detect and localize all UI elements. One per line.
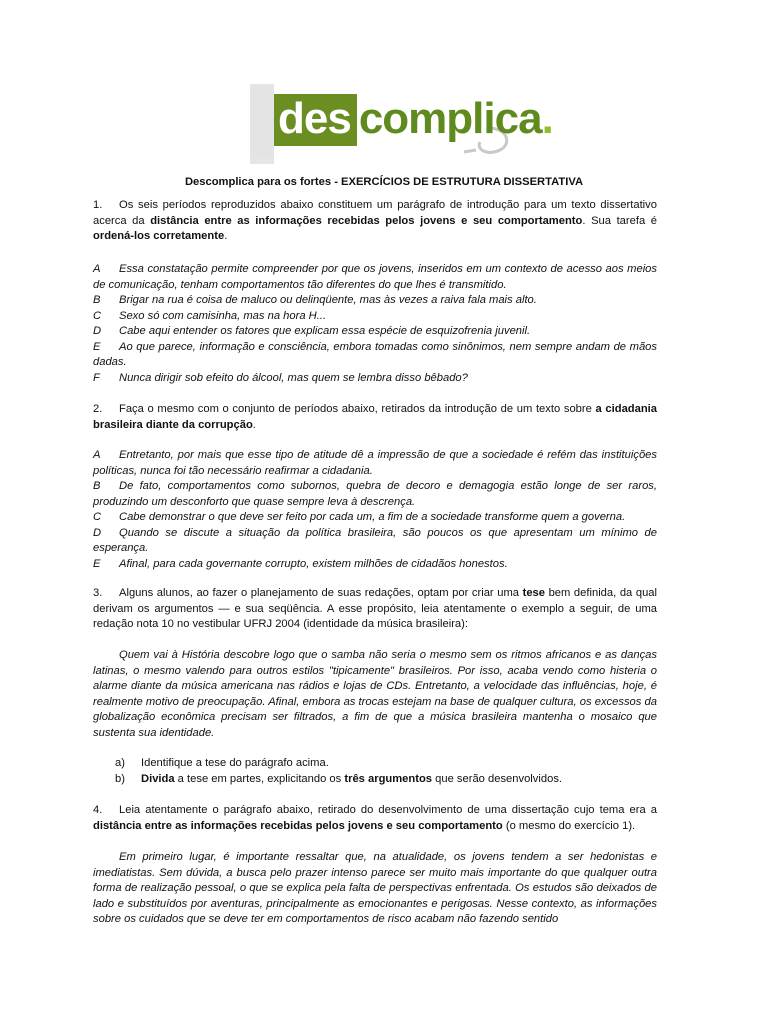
q1-option-e: E Ao que parece, informação e consciência, embora tomadas como sinônimos, nem sempre andam de mãos dadas. [93,340,657,368]
q4-bold-1: distância entre as informações recebidas pelos jovens e seu comportamento [93,819,503,832]
q2-option-c: C Cabe demonstrar o que deve ser feito por cada um, a fim de a sociedade transforme quem a governa. [93,511,626,523]
q3-subitem-b: b) Divida a tese em partes, explicitando os três argumentos que serão desenvolvidos. [115,772,563,785]
q1-option-f: F Nunca dirigir sob efeito do álcool, mas quem se lembra disso bêbado? [93,371,468,384]
question-1 [93,198,657,245]
question-4 [93,803,657,834]
q4-text-2: (o mesmo do exercício 1). [502,819,636,832]
q4-number: 4. [93,804,103,816]
q4-quote: Em primeiro lugar, é importante ressaltar que, na atualidade, os jovens tendem a ser hedonistas e imediatistas. Sem dúvida, a busca pelo prazer intenso parece ser muito mais importante do que qualquer outra forma de realização pessoal, o que se explica pela falta de perspectivas enfrentada. Os estudos são deixados de lado e substituídos por aventuras, principalmente as emocionantes e perigosas. Nesse contexto, as informações sobre os cuidados que se deve ter em comportamentos de risco acabam não fazendo sentido [93,851,657,925]
logo-dot: . [541,94,553,143]
q3-text-1: Alguns alunos, ao fazer o planejamento de suas redações, optam por criar uma [119,587,523,599]
logo-part-complica: complica [358,94,542,143]
q1-option-b: B Brigar na rua é coisa de maluco ou delinqüente, mas às vezes a raiva fala mais alto. [93,294,537,306]
q3-text-2: bem definida, da qual derivam os argumentos — e sua seqüência. A esse propósito, leia atentamente o exemplo a seguir, de uma redação nota 10 no vestibular UFRJ 2004 (identidade da música brasileira): [93,587,657,630]
q1-option-c: C Sexo só com camisinha, mas na hora H... [93,309,327,322]
descomplica-logo [250,84,553,168]
q2-option-a: A Entretanto, por mais que esse tipo de atitude dê a impressão de que a sociedade é refém das instituições políticas, nunca foi tão necessário reafirmar a cidadania. [93,449,657,477]
q3-quote: Quem vai à História descobre logo que o samba não seria o mesmo sem os ritmos africanos e as danças latinas, o mesmo valendo para outros estilos "tipicamente" brasileiros. Por isso, acaba vendo como histeria o alarme diante da música americana nas rádios e lojas de CDs. Entretanto, a velocidade das influências, hoje, é realmente motivo de preocupação. Afinal, embora as trocas estejam na base de qualquer cultura, os excessos da globalização econômica precisam ser filtrados, a fim de que a música brasileira mantenha o mosaico que sustenta sua identidade. [93,649,657,739]
document-title: Descomplica para os fortes - EXERCÍCIOS DE ESTRUTURA DISSERTATIVA [184,176,584,188]
logo-wordmark [274,94,553,146]
q3-number: 3. [93,587,103,599]
q1-option-a: A Essa constatação permite compreender por que os jovens, inseridos em um contexto de acesso aos meios de comunicação, tenham comportamentos tão diferentes do que lhes é transmitido. [93,263,657,291]
question-3 [93,586,657,633]
q1-bold-2: ordená-los corretamente [93,230,225,242]
q4-text-1: Leia atentamente o parágrafo abaixo, retirado do desenvolvimento de uma dissertação cujo tema era a [119,804,657,816]
q1-option-d: D Cabe aqui entender os fatores que explicam essa espécie de esquizofrenia juvenil. [93,325,531,337]
q2-bold-1: a cidadania brasileira diante da corrupção [93,403,658,431]
q1-options [93,262,657,386]
q2-number: 2. [93,403,103,415]
q3-subitem-a: a) Identifique a tese do parágrafo acima. [115,757,329,769]
logo-part-des: des [274,94,357,146]
q1-text-1: Os seis períodos reproduzidos abaixo constituem um parágrafo de introdução para um texto dissertativo acerca da [93,199,657,227]
q1-number: 1. [93,199,103,211]
q2-text-1: Faça o mesmo com o conjunto de períodos abaixo, retirados da introdução de um texto sobre [119,403,596,415]
q1-text-3: . [224,230,228,242]
q3-bold-1: tese [522,587,545,599]
q3-subitems [93,756,657,787]
q2-option-e: E Afinal, para cada governante corrupto, existem milhões de cidadãos honestos. [93,557,508,570]
q1-text-2: . Sua tarefa é [582,214,657,227]
q2-option-b: B De fato, comportamentos como subornos, quebra de decoro e demagogia estão longe de ser raros, produzindo um desconforto que quase sempre leva à descrença. [93,480,657,508]
question-2 [93,402,657,433]
q1-bold-1: distância entre as informações recebidas pelos jovens e seu comportamento [150,214,583,227]
q2-text-2: . [252,418,256,431]
q2-option-d: D Quando se discute a situação da política brasileira, são poucos os que apresentam um mínimo de esperança. [93,526,657,554]
q2-options [93,448,657,572]
